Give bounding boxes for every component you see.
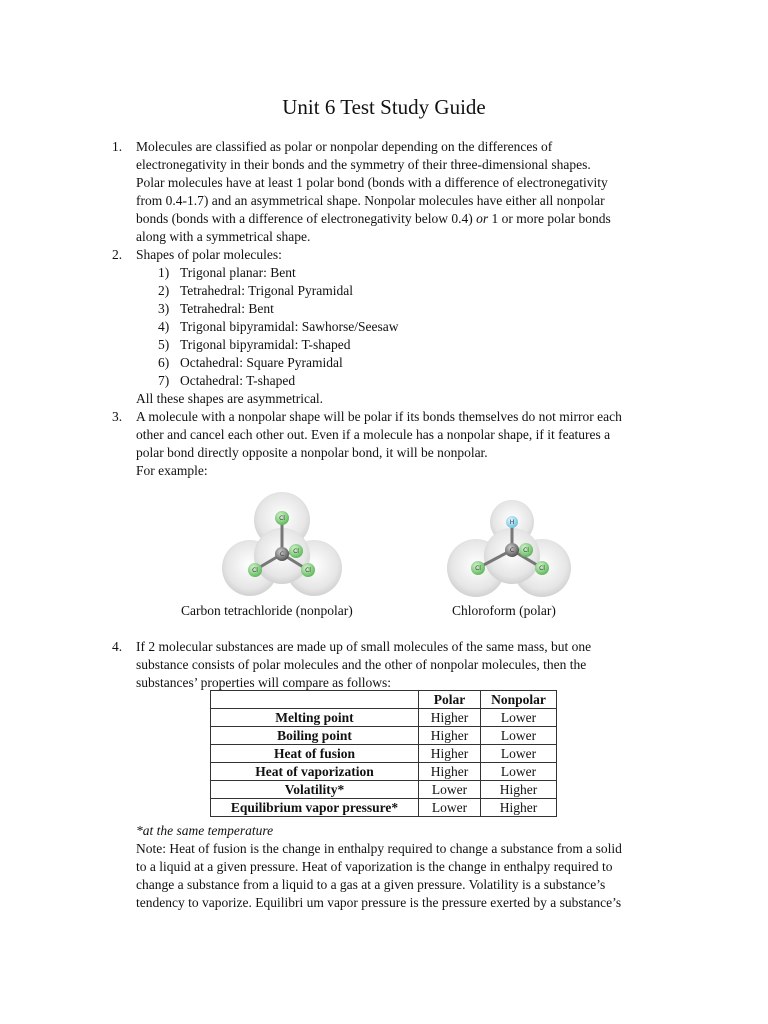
polar-cell: Higher: [419, 709, 481, 727]
property-cell: Boiling point: [211, 727, 419, 745]
table-row: [211, 763, 557, 781]
table-header-cell: Nonpolar: [481, 691, 557, 709]
list-item-number: 6): [158, 355, 170, 370]
list-item-text: Tetrahedral: Trigonal Pyramidal: [180, 283, 354, 298]
item-1-line: from 0.4-1.7) and an asymmetrical shape. Nonpolar molecules have either all nonpolar: [136, 193, 605, 208]
item-2-intro-text: Shapes of polar molecules:: [136, 247, 282, 262]
list-item-number: 2): [158, 283, 170, 298]
property-cell: Heat of fusion: [211, 745, 419, 763]
item-3-paragraph: [136, 408, 696, 480]
item-4-line: If 2 molecular substances are made up of small molecules of the same mass, but one: [136, 639, 592, 654]
nonpolar-cell: Lower: [481, 763, 557, 781]
nonpolar-cell: Lower: [481, 727, 557, 745]
atom-label: Cl: [252, 567, 258, 574]
list-item-text: Octahedral: T-shaped: [180, 373, 296, 388]
item-3-line: A molecule with a nonpolar shape will be polar if its bonds themselves do not mirror each: [136, 409, 622, 424]
table-row: [211, 781, 557, 799]
polar-cell: Lower: [419, 799, 481, 817]
list-item-text: Trigonal planar: Bent: [180, 265, 296, 280]
atom-label: Cl: [305, 567, 311, 574]
nonpolar-cell: Higher: [481, 781, 557, 799]
atom-label: Cl: [539, 565, 545, 572]
list-item: [158, 336, 398, 354]
list-item: [158, 318, 398, 336]
list-item-number: 3): [158, 301, 170, 316]
note-line: to a liquid at a given pressure. Heat of vaporization is the change in enthalpy required to: [136, 859, 613, 874]
item-3-line: polar bond directly opposite a nonpolar bond, it will be nonpolar.: [136, 445, 488, 460]
list-item: [158, 372, 398, 390]
atom-label: H: [509, 519, 515, 526]
note-line: tendency to vaporize. Equilibri um vapor pressure is the pressure exerted by a substance’s: [136, 895, 622, 910]
property-cell: Equilibrium vapor pressure*: [211, 799, 419, 817]
item-2-number: 2.: [112, 247, 123, 262]
atom-label: Cl: [293, 548, 299, 555]
item-4-line: substances’ properties will compare as follows:: [136, 675, 392, 690]
atom-label: Cl: [523, 547, 529, 554]
list-item-number: 4): [158, 319, 170, 334]
nonpolar-cell: Higher: [481, 799, 557, 817]
nonpolar-cell: Lower: [481, 709, 557, 727]
list-item-number: 1): [158, 265, 170, 280]
item-1-paragraph: [136, 138, 696, 246]
list-item: [158, 264, 398, 282]
item-4-line: substance consists of polar molecules and the other of nonpolar molecules, then the: [136, 657, 587, 672]
carbon-tetrachloride-caption: Carbon tetrachloride (nonpolar): [181, 603, 353, 618]
table-header-cell: Polar: [419, 691, 481, 709]
polar-cell: Lower: [419, 781, 481, 799]
item-1-line: electronegativity in their bonds and the symmetry of their three-dimensional shapes.: [136, 157, 591, 172]
list-item-text: Octahedral: Square Pyramidal: [180, 355, 343, 370]
nonpolar-cell: Lower: [481, 745, 557, 763]
item-4-paragraph: [136, 638, 696, 692]
note-paragraph: [136, 840, 696, 912]
table-row: [211, 745, 557, 763]
document-title: Unit 6 Test Study Guide: [282, 95, 486, 119]
item-3-line: For example:: [136, 463, 208, 478]
atom-label: Cl: [279, 515, 285, 522]
table-row: [211, 709, 557, 727]
item-1-emphasis: or: [476, 211, 489, 226]
list-item-text: Trigonal bipyramidal: Sawhorse/Seesaw: [180, 319, 399, 334]
note-line: change a substance from a liquid to a gas at a given pressure. Volatility is a substance’s: [136, 877, 606, 892]
polar-cell: Higher: [419, 763, 481, 781]
property-cell: Volatility*: [211, 781, 419, 799]
table-footnote: *at the same temperature: [136, 823, 274, 838]
table-row: [211, 799, 557, 817]
chloroform-caption: Chloroform (polar): [452, 603, 556, 618]
item-2-outro-text: All these shapes are asymmetrical.: [136, 391, 324, 406]
list-item: [158, 300, 398, 318]
list-item: [158, 354, 398, 372]
property-cell: Melting point: [211, 709, 419, 727]
table-header-row: [211, 691, 557, 709]
item-3-line: other and cancel each other out. Even if a molecule has a nonpolar shape, if it features a: [136, 427, 611, 442]
item-1-line: along with a symmetrical shape.: [136, 229, 311, 244]
list-item-number: 5): [158, 337, 170, 352]
chloroform-model: [446, 494, 572, 604]
item-1-text: bonds (bonds with a difference of electronegativity below 0.4): [136, 211, 473, 226]
list-item-text: Tetrahedral: Bent: [180, 301, 274, 316]
list-item-number: 7): [158, 373, 170, 388]
item-2-intro: [136, 246, 696, 264]
carbon-tetrachloride-model: [222, 490, 344, 602]
item-1-line: Polar molecules have at least 1 polar bond (bonds with a difference of electronegativity: [136, 175, 608, 190]
item-1-text: 1 or more polar bonds: [491, 211, 611, 226]
list-item: [158, 282, 398, 300]
atom-label: Cl: [475, 565, 481, 572]
note-line: Note: Heat of fusion is the change in enthalpy required to change a substance from a solid: [136, 841, 622, 856]
atom-label: C: [509, 547, 515, 554]
item-1-line: [136, 210, 696, 228]
item-1-number: 1.: [112, 139, 123, 154]
polar-shapes-list: [158, 264, 398, 390]
properties-comparison-table: [210, 690, 557, 817]
list-item-text: Trigonal bipyramidal: T-shaped: [180, 337, 351, 352]
property-cell: Heat of vaporization: [211, 763, 419, 781]
polar-cell: Higher: [419, 727, 481, 745]
table-header-cell: [211, 691, 419, 709]
item-2-outro: [136, 390, 696, 408]
item-1-line: Molecules are classified as polar or nonpolar depending on the differences of: [136, 139, 553, 154]
item-4-number: 4.: [112, 639, 123, 654]
item-3-number: 3.: [112, 409, 123, 424]
atom-label: C: [279, 551, 285, 558]
table-row: [211, 727, 557, 745]
polar-cell: Higher: [419, 745, 481, 763]
